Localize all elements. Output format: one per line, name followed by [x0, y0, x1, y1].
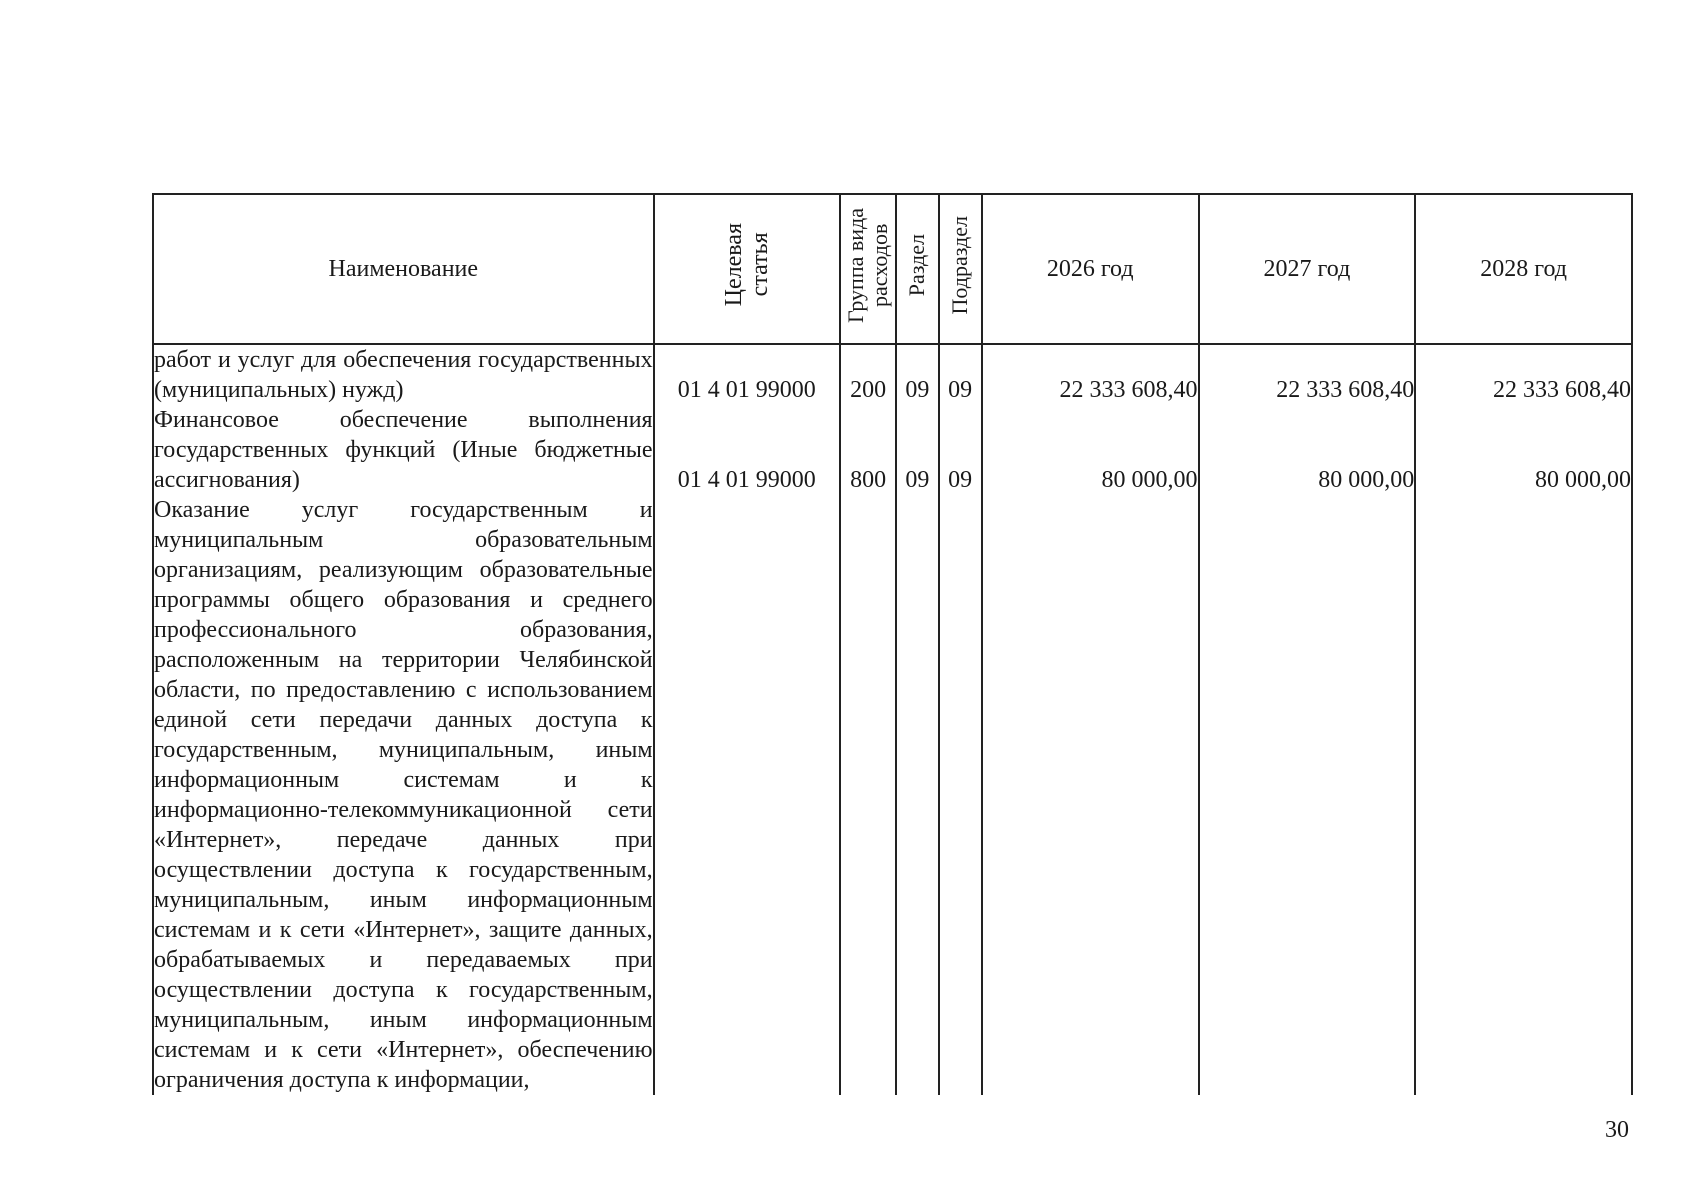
- table-row: [153, 495, 1632, 1095]
- row-section: 09: [896, 344, 938, 405]
- row-target-article: [654, 495, 840, 1095]
- table-row: [153, 405, 1632, 495]
- row-name: работ и услуг для обеспечения государственных (муниципальных) нужд): [153, 344, 654, 405]
- page-number: 30: [1605, 1117, 1629, 1143]
- row-name: Оказание услуг государственным и муниципальным образовательным организациям, реализующим образовательные программы общего образования и среднего профессионального образования, расположенным на территории Челябинской области, по предоставлению с использованием единой сети передачи данных доступа к государственным, муниципальным, иным информационным системам и к информационно-телекоммуникационной сети «Интернет», передаче данных при осуществлении доступа к государственным, муниципальным, иным информационным системам и к сети «Интернет», защите данных, обрабатываемых и передаваемых при осуществлении доступа к государственным, муниципальным, иным информационным системам и к сети «Интернет», обеспечению ограничения доступа к информации,: [154, 497, 653, 1093]
- header-target-article: Целевая статья: [654, 194, 840, 344]
- row-subsection: 09: [939, 344, 982, 405]
- row-2028: 22 333 608,40: [1415, 344, 1632, 405]
- row-2027: [1199, 495, 1416, 1095]
- row-expense-group: 200: [840, 344, 896, 405]
- row-2026: [982, 495, 1199, 1095]
- row-2027: 22 333 608,40: [1199, 344, 1416, 405]
- row-expense-group: 800: [840, 405, 896, 495]
- header-subsection: Подраздел: [939, 194, 982, 344]
- row-name: Финансовое обеспечение выполнения государственных функций (Иные бюджетные ассигнования): [154, 407, 653, 493]
- row-2026: 22 333 608,40: [982, 344, 1199, 405]
- table-row: [153, 344, 1632, 405]
- row-subsection: 09: [939, 405, 982, 495]
- row-target-article: 01 4 01 99000: [654, 344, 840, 405]
- row-2027: 80 000,00: [1199, 405, 1416, 495]
- row-section: 09: [896, 405, 938, 495]
- header-section: Раздел: [896, 194, 938, 344]
- row-2028: 80 000,00: [1415, 405, 1632, 495]
- row-expense-group: [840, 495, 896, 1095]
- table-header: [153, 194, 1632, 344]
- row-subsection: [939, 495, 982, 1095]
- budget-table: [152, 193, 1633, 1095]
- header-name: Наименование: [153, 194, 654, 344]
- header-year-2028: 2028 год: [1415, 194, 1632, 344]
- row-section: [896, 495, 938, 1095]
- row-target-article: 01 4 01 99000: [654, 405, 840, 495]
- row-2028: [1415, 495, 1632, 1095]
- row-2026: 80 000,00: [982, 405, 1199, 495]
- header-year-2026: 2026 год: [982, 194, 1199, 344]
- header-expense-group: Группа вида расходов: [840, 194, 896, 344]
- header-year-2027: 2027 год: [1199, 194, 1416, 344]
